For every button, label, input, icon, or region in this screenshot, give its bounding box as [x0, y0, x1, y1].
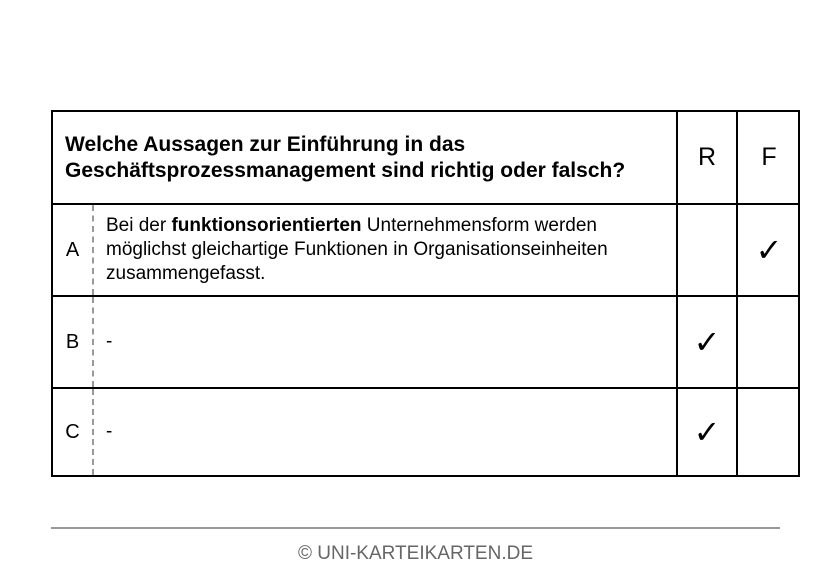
statement-text-bold: funktionsorientierten [171, 215, 362, 236]
statement-letter: C [53, 389, 94, 475]
statement-text-after: Unternehmensform werden möglichst gleichartige Funktionen in Organisationseinheiten zusammengefasst. [106, 215, 608, 284]
statement-text: - [106, 421, 113, 442]
answer-right-cell [676, 297, 738, 387]
statement-text-before: Bei der [106, 215, 172, 236]
column-header-false: F [761, 143, 777, 171]
statement-letter: B [53, 297, 94, 387]
answer-right-cell [676, 389, 738, 475]
checkmark-icon: ✓ [755, 231, 783, 269]
statement-row-a [53, 205, 798, 297]
statement-row-c [53, 389, 798, 475]
statement-row-b [53, 297, 798, 389]
statement-text: - [106, 331, 113, 352]
column-header-right: R [676, 112, 738, 203]
statement-letter: A [53, 205, 94, 295]
quiz-table [51, 110, 800, 477]
header-row [53, 112, 798, 205]
footer-divider [51, 527, 780, 529]
footer-copyright: © UNI-KARTEIKARTEN.DE [297, 543, 533, 564]
answer-false-cell [738, 297, 800, 387]
statement-text [94, 205, 676, 295]
checkmark-icon: ✓ [693, 323, 721, 361]
answer-false-cell [738, 205, 800, 295]
answer-false-cell [738, 389, 800, 475]
question-text: Welche Aussagen zur Einführung in das Geschäftsprozessmanagement sind richtig oder falsch? [65, 132, 626, 182]
checkmark-icon: ✓ [693, 413, 721, 451]
answer-right-cell [676, 205, 738, 295]
